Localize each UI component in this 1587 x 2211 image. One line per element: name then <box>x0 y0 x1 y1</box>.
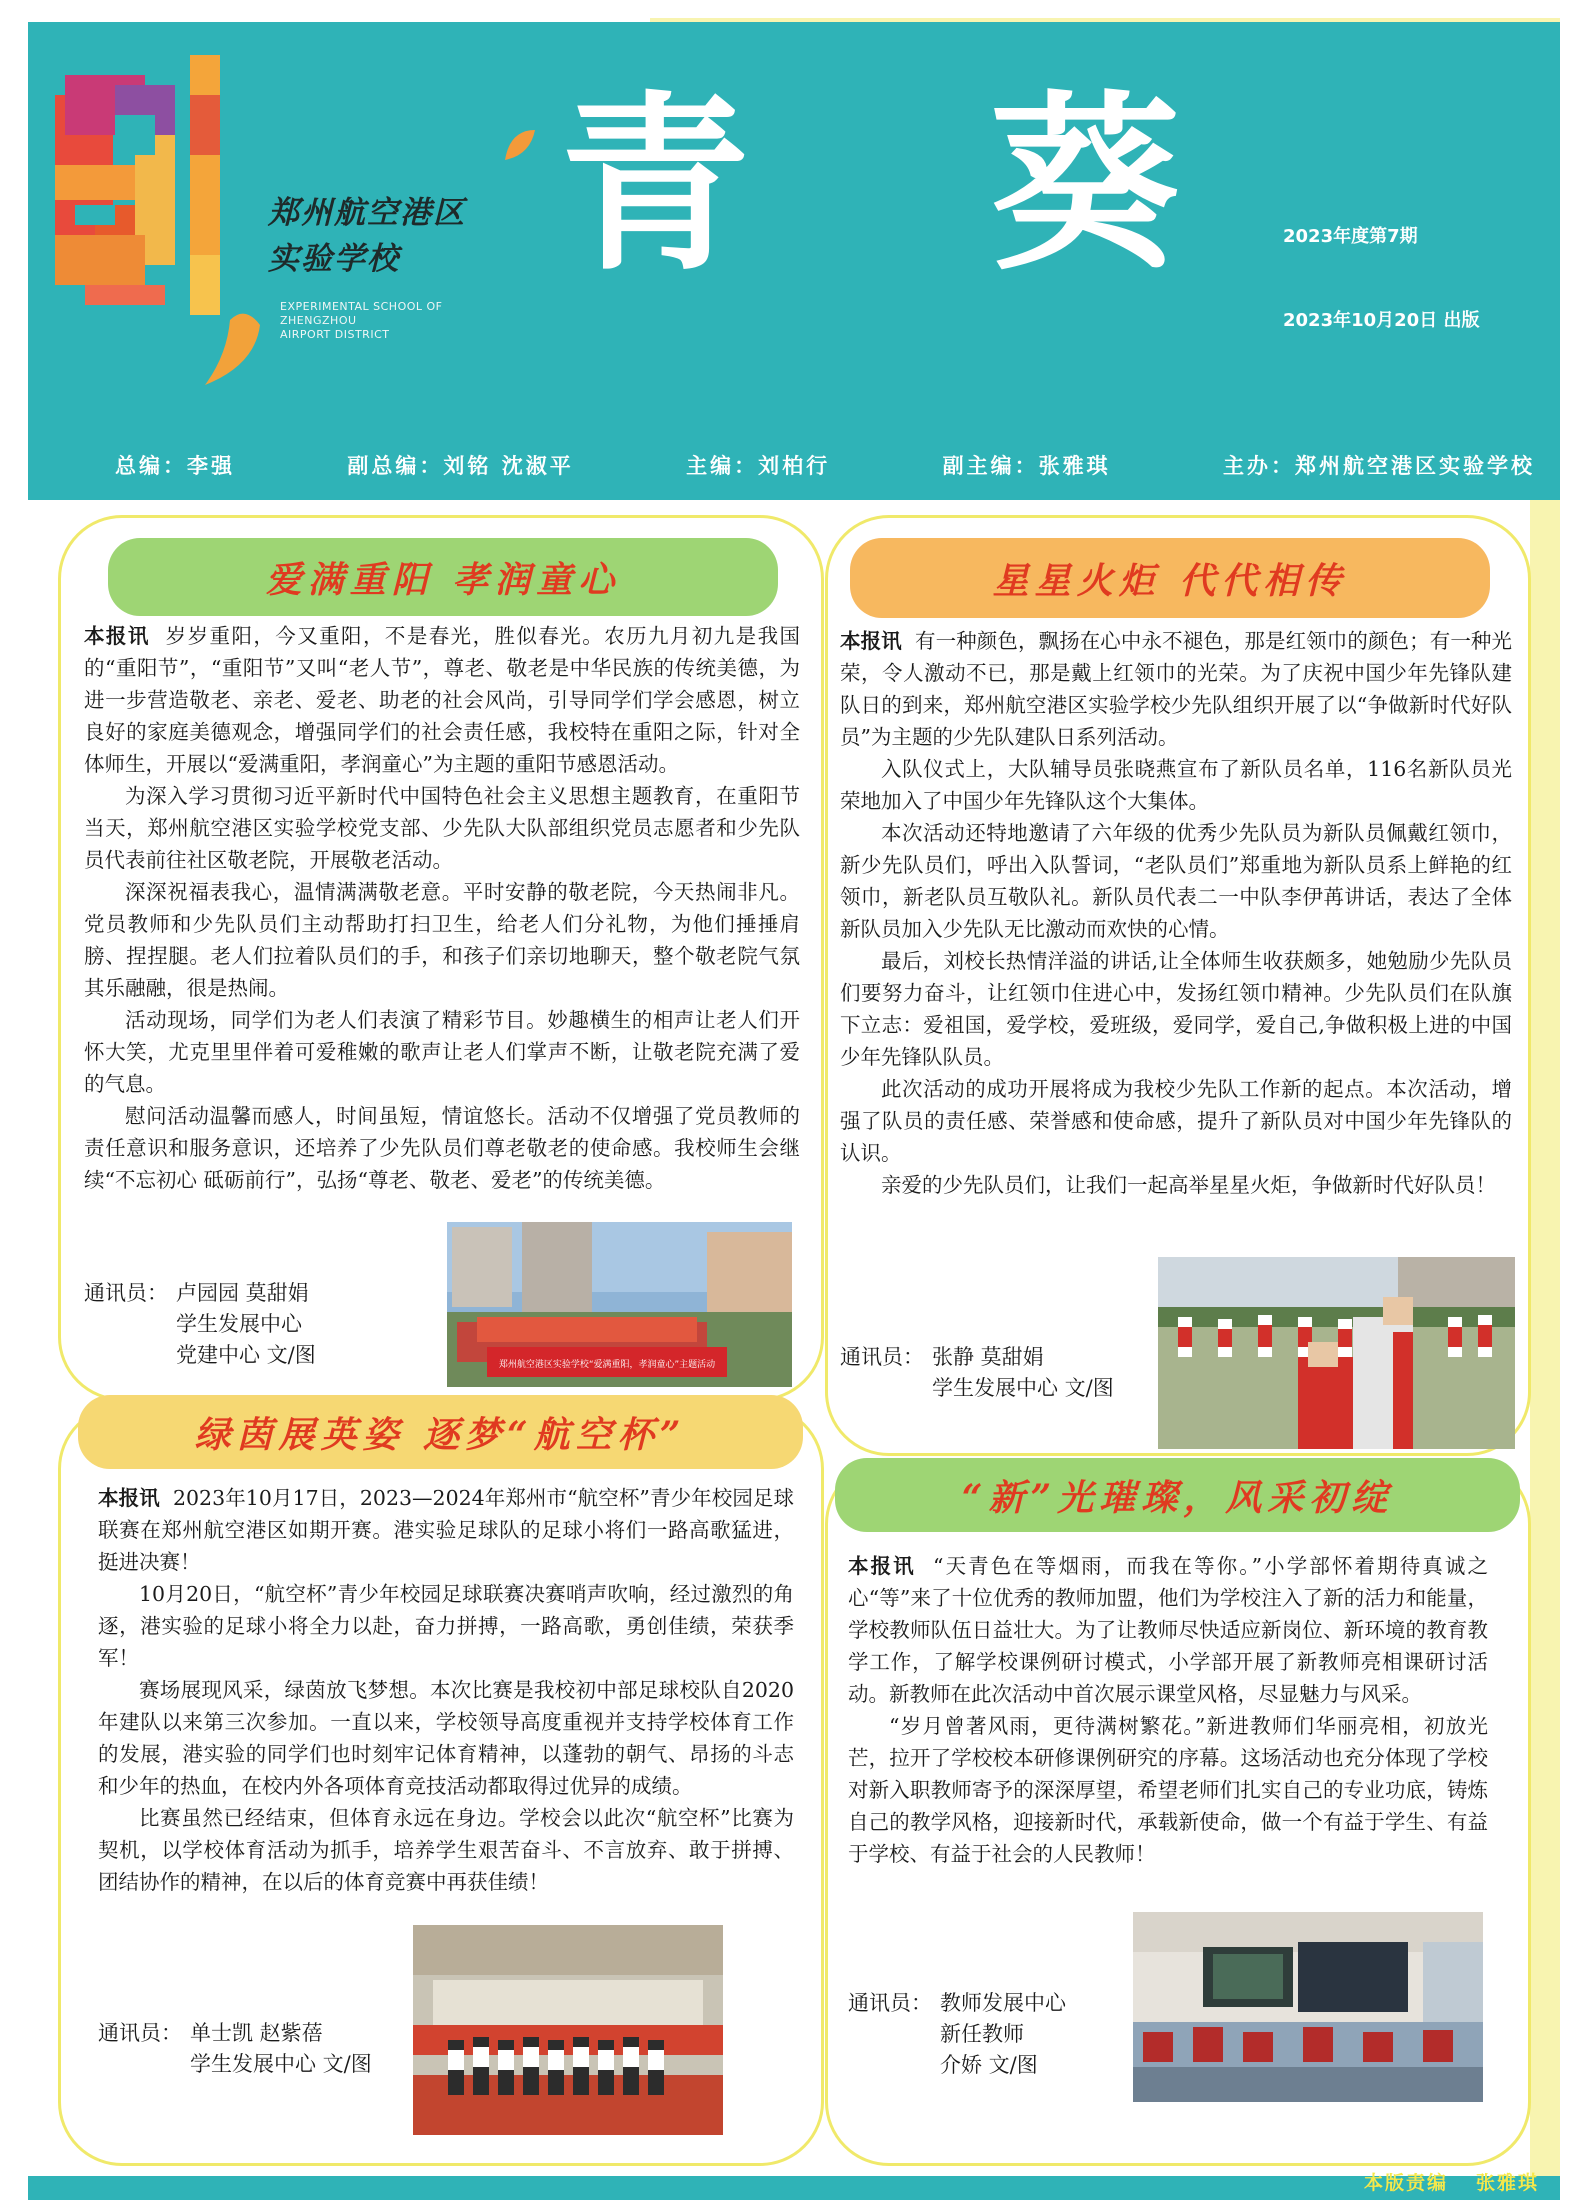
staff-host: 主办：郑州航空港区实验学校 <box>1223 454 1535 478</box>
photo-classroom <box>1133 1912 1483 2102</box>
publish-date: 2023年10月20日 出版 <box>1283 310 1480 331</box>
footer-band <box>28 2176 1560 2200</box>
article-title-3: 星星火炬 代代相传 <box>850 538 1490 618</box>
correspondent-3: 通讯员： 张静 莫甜娟 学生发展中心 文/图 <box>840 1345 1114 1400</box>
staff-chief: 总编：李强 <box>115 454 235 478</box>
photo-nursing-home <box>447 1222 792 1387</box>
article-title-2: 绿茵展英姿 逐梦“航空杯” <box>78 1395 803 1469</box>
footer-editor: 本版责编 张雅琪 <box>1363 2172 1539 2194</box>
article-body-3: 本报讯 有一种颜色，飘扬在心中永不褪色，那是红领巾的颜色；有一种光荣，令人激动不已，那是戴上红领巾的光荣。为了庆祝中国少年先锋队建队日的到来，郑州航空港区实验学校少先队组织开展了以“争做新时代好队员”为主题的少先队建队日系列活动。 入队仪式上，大队辅导员张晓燕宣布了新队员名单，116名新队员光荣地加入了中国少年先锋队这个大集体。 本次活动还特地邀请了六年级的优秀少先队员为新队员佩戴红领巾，新少先队员们，呼出入队誓词，“老队员们”郑重地为新队员系上鲜艳的红领巾，新老队员互敬队礼。新队员代表二一中队李伊苒讲话，表达了全体新队员加入少先队无比激动而欢快的心情。 最后，刘校长热情洋溢的讲话,让全体师生收获颇多，她勉励少先队员们要努力奋斗，让红领巾住进心中，发扬红领巾精神。少先队员们在队旗下立志：爱祖国，爱学校，爱班级，爱同学，爱自己,争做积极上进的中国少年先锋队队员。 此次活动的成功开展将成为我校少先队工作新的起点。本次活动，增强了队员的责任感、荣誉感和使命感，提升了新队员对中国少年先锋队的认识。 亲爱的少先队员们，让我们一起高举星星火炬，争做新时代好队员！ <box>840 629 1513 1197</box>
staff-deputy: 副总编：刘铭 沈淑平 <box>347 454 574 478</box>
banner-text: 郑州航空港区实验学校“爱满重阳，孝润童心”主题活动 <box>498 1360 716 1370</box>
school-logo-icon <box>55 55 270 390</box>
article-body-1: 本报讯 岁岁重阳，今又重阳，不是春光，胜似春光。农历九月初九是我国的“重阳节”，“重阳节”又叫“老人节”，尊老、敬老是中华民族的传统美德，为进一步营造敬老、亲老、爱老、助老的社会风尚，引导同学们学会感恩，树立良好的家庭美德观念，增强同学们的社会责任感，我校特在重阳之际，针对全体师生，开展以“爱满重阳，孝润童心”为主题的重阳节感恩活动。 为深入学习贯彻习近平新时代中国特色社会主义思想主题教育，在重阳节当天，郑州航空港区实验学校党支部、少先队大队部组织党员志愿者和少先队员代表前往社区敬老院，开展敬老活动。 深深祝福表我心，温情满满敬老意。平时安静的敬老院，今天热闹非凡。党员教师和少先队员们主动帮助打扫卫生，给老人们分礼物，为他们捶捶肩膀、捏捏腿。老人们拉着队员们的手，和孩子们亲切地聊天，整个敬老院气氛其乐融融，很是热闹。 活动现场，同学们为老人们表演了精彩节目。妙趣横生的相声让老人们开怀大笑，尤克里里伴着可爱稚嫩的歌声让老人们掌声不断，让敬老院充满了爱的气息。 慰问活动温馨而感人，时间虽短，情谊悠长。活动不仅增强了党员教师的责任意识和服务意识，还培养了少先队员们尊老敬老的使命感。我校师生会继续“不忘初心 砥砺前行”，弘扬“尊老、敬老、爱老”的传统美德。 <box>84 624 801 1192</box>
correspondent-2: 通讯员： 单士凯 赵紫蓓 学生发展中心 文/图 <box>98 2021 372 2076</box>
leaf-icon <box>500 125 540 165</box>
newspaper-title: 青 葵 <box>560 73 1180 296</box>
article-body-2: 本报讯 2023年10月17日，2023—2024年郑州市“航空杯”青少年校园足球联赛在郑州航空港区如期开赛。港实验足球队的足球小将们一路高歌猛进，挺进决赛！ 10月20日，“航空杯”青少年校园足球联赛决赛哨声吹响，经过激烈的角逐，港实验的足球小将全力以赴，奋力拼搏，一路高歌，勇创佳绩，荣获季军！ 赛场展现风采，绿茵放飞梦想。本次比赛是我校初中部足球校队自2020年建队以来第三次参加。一直以来，学校领导高度重视并支持学校体育工作的发展，港实验的同学们也时刻牢记体育精神，以蓬勃的朝气、昂扬的斗志和少年的热血，在校内外各项体育竞技活动都取得过优异的成绩。 比赛虽然已经结束，但体育永远在身边。学校会以此次“航空杯”比赛为契机，以学校体育活动为抓手，培养学生艰苦奋斗、不言放弃、敢于拼搏、团结协作的精神，在以后的体育竞赛中再获佳绩！ <box>98 1486 794 1894</box>
article-title-4: “新”光璀璨，风采初绽 <box>835 1458 1520 1532</box>
staff-assoc: 副主编：张雅琪 <box>942 454 1111 478</box>
article-body-4: 本报讯 “天青色在等烟雨，而我在等你。”小学部怀着期待真诚之心“等”来了十位优秀的教师加盟，他们为学校注入了新的活力和能量，学校教师队伍日益壮大。为了让教师尽快适应新岗位、新环境的教育教学工作，了解学校课例研讨模式，小学部开展了新教师亮相课研讨活动。新教师在此次活动中首次展示课堂风格，尽显魅力与风采。 “岁月曾著风雨，更待满树繁花。”新进教师们华丽亮相，初放光芒，拉开了学校校本研修课例研究的序幕。这场活动也充分体现了学校对新入职教师寄予的深深厚望，希望老师们扎实自己的专业功底，铸炼自己的教学风格，迎接新时代，承载新使命，做一个有益于学生、有益于学校、有益于社会的人民教师！ <box>848 1554 1488 1866</box>
issue-number: 2023年度第7期 <box>1283 226 1418 247</box>
article-title-1: 爱满重阳 孝润童心 <box>108 538 778 616</box>
correspondent-4: 通讯员： 教师发展中心 新任教师 介娇 文/图 <box>848 1991 1066 2077</box>
school-name-cn: 郑州航空港区 实验学校 <box>268 195 466 277</box>
school-name-en: EXPERIMENTAL SCHOOL OF ZHENGZHOU AIRPORT DISTRICT <box>280 300 443 341</box>
photo-football-team <box>413 1925 723 2135</box>
staff-editor: 主编：刘柏行 <box>686 454 831 478</box>
staff-line <box>115 450 1535 480</box>
photo-young-pioneers <box>1158 1257 1515 1449</box>
correspondent-1: 通讯员： 卢园园 莫甜娟 学生发展中心 党建中心 文/图 <box>84 1281 316 1367</box>
side-accent-bar <box>1530 500 1560 2176</box>
